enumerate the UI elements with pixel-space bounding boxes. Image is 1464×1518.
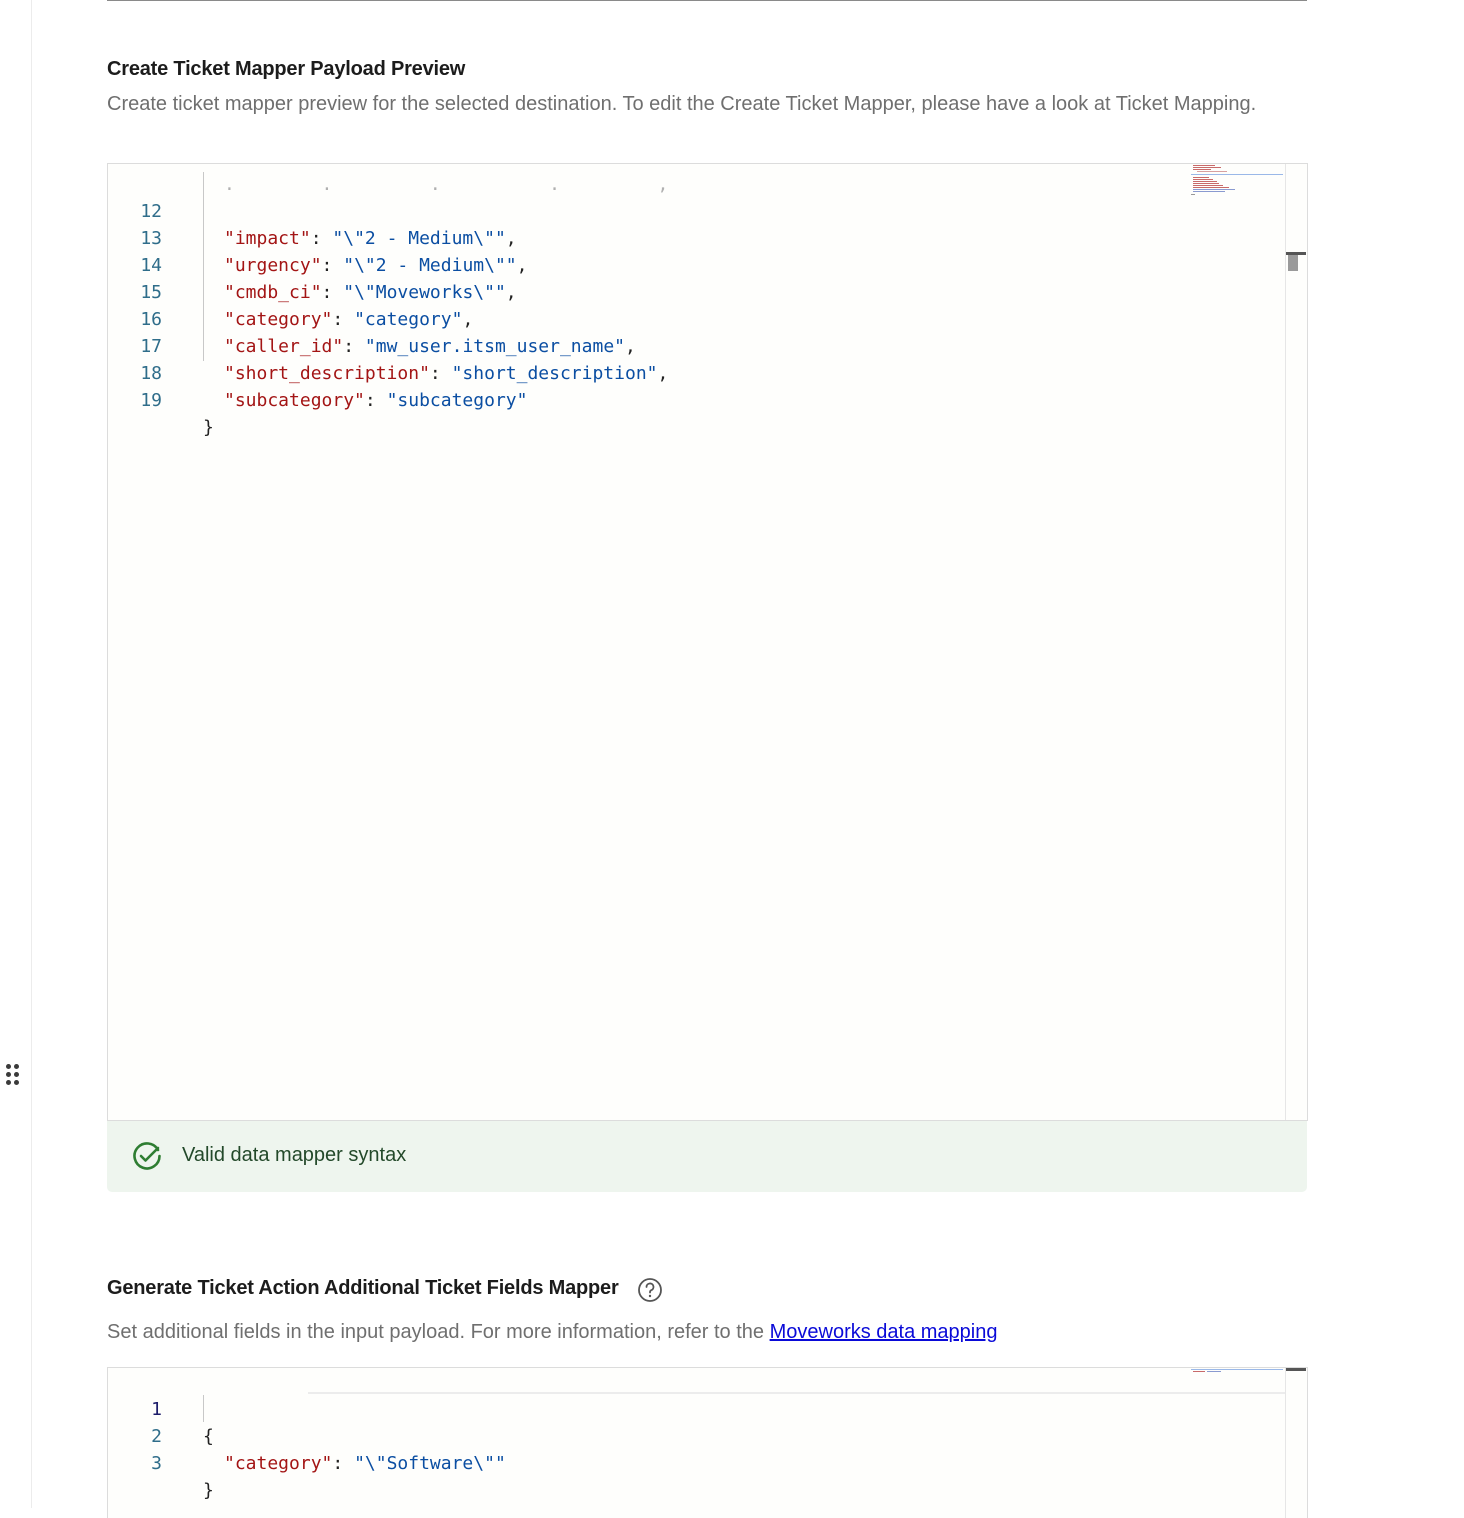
editor-scrollbar[interactable]	[1286, 164, 1307, 1120]
validation-banner	[107, 1121, 1307, 1192]
scroll-position-marker	[1286, 1368, 1306, 1371]
preview-section-title: Create Ticket Mapper Payload Preview	[107, 58, 466, 80]
code-line: 15 "category": "category",	[140, 282, 474, 330]
left-rail	[0, 0, 32, 1508]
help-icon[interactable]	[637, 1277, 663, 1303]
moveworks-data-mapping-link[interactable]: Moveworks data mapping	[769, 1321, 998, 1343]
editor-scrollbar[interactable]	[1286, 1368, 1307, 1518]
preview-code-editor[interactable]	[107, 163, 1308, 1121]
code-line: 19 }	[140, 390, 214, 438]
additional-fields-description: Set additional fields in the input payload. For more information, refer to the Moveworks data mapping	[107, 1321, 998, 1343]
scroll-thumb[interactable]	[1288, 255, 1298, 271]
drag-handle-icon[interactable]	[6, 1064, 22, 1090]
code-line: 18 "subcategory": "subcategory"	[140, 363, 528, 411]
code-line: 1 {	[151, 1399, 214, 1447]
validation-message: Valid data mapper syntax	[182, 1144, 407, 1166]
code-line: 16 "caller_id": "mw_user.itsm_user_name",	[140, 309, 636, 357]
code-line: 14 "cmdb_ci": "\"Moveworks\"",	[140, 255, 517, 303]
preview-section-description: Create ticket mapper preview for the selected destination. To edit the Create Ticket Mapper, please have a look at Ticket Mapping.	[107, 93, 1257, 115]
code-minimap[interactable]	[1191, 1368, 1283, 1408]
code-line: 3 }	[151, 1453, 214, 1501]
section-divider	[107, 0, 1307, 1]
clipped-code-line: . . . . ,	[224, 174, 669, 195]
code-line: 12 "impact": "\"2 - Medium\"",	[140, 201, 517, 249]
code-line: 2 "category": "\"Software\""	[151, 1426, 506, 1474]
additional-fields-section-title: Generate Ticket Action Additional Ticket Fields Mapper	[107, 1277, 619, 1299]
code-line: 17 "short_description": "short_description",	[140, 336, 669, 384]
code-minimap[interactable]	[1191, 164, 1283, 204]
additional-fields-code-editor[interactable]	[107, 1367, 1308, 1518]
check-circle-icon	[132, 1141, 162, 1171]
code-line: 13 "urgency": "\"2 - Medium\"",	[140, 228, 528, 276]
